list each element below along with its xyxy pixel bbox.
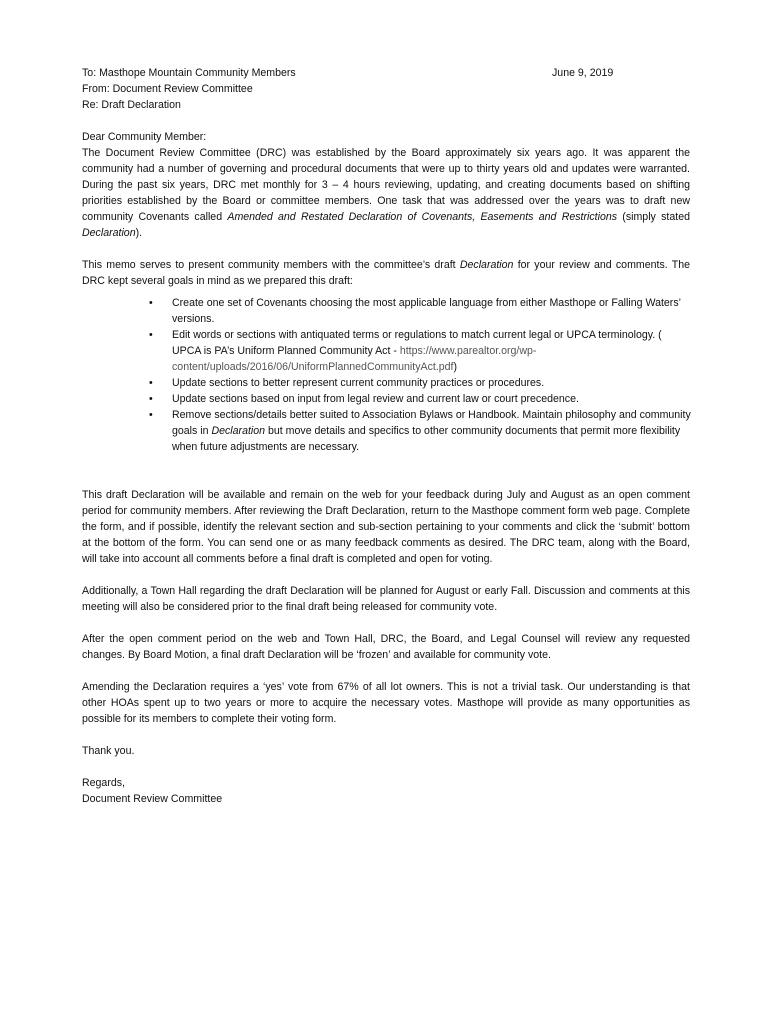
p1-text-a: The Document Review Committee (DRC) was established by the Board approximately six years ago. It was apparent the community had a number of governing and procedural documents that were up to thirty years old and updates were warranted. During the past six years, DRC met monthly for 3 – 4 hours reviewing, updating, and creating documents based on shifting priorities established by the Board or committee members. One task that was addressed over the years was to draft new community Covenants called — [82, 147, 690, 223]
list-item — [149, 375, 692, 391]
goals-list — [82, 295, 692, 455]
p2-text-b: for your review and comments. The DRC kept several goals in mind as we prepared this draft: — [82, 259, 690, 287]
paragraph-review: After the open comment period on the web and Town Hall, DRC, the Board, and Legal Counsel will review any requested changes. By Board Motion, a final draft Declaration will be ‘frozen’ and available for community vote. — [82, 633, 690, 661]
paragraph-feedback: This draft Declaration will be available and remain on the web for your feedback during July and August as an open comment period for community members. After reviewing the Draft Declaration, return to the Masthope comment form web page. Complete the form, and if possible, identify the relevant section and sub-section pertaining to your comments and click the ‘submit’ bottom at the bottom of the form. You can send one or as many feedback comments as desired. The DRC team, along with the Board, will take into account all comments before a final draft is completed and open for voting. — [82, 489, 690, 565]
bullet-icon: • — [149, 409, 153, 421]
paragraph-town-hall: Additionally, a Town Hall regarding the draft Declaration will be planned for August or early Fall. Discussion and comments at this meeting will also be considered prior to the final draft being released for community vote. — [82, 585, 690, 613]
p2-text-a: This memo serves to present community members with the committee’s draft — [82, 259, 460, 271]
p2-italic-declaration: Declaration — [459, 259, 514, 271]
p1-text-c: ). — [135, 227, 143, 239]
bullet-icon: • — [149, 329, 153, 341]
bullet-icon: • — [149, 393, 153, 405]
goal-text: Edit words or sections with antiquated terms or regulations to match current legal or UPCA terminology. ( UPCA is PA’s Uniform Planned Community Act - — [172, 329, 662, 357]
goal-text-end: but move details and specifics to other community documents that permit more flexibility when future adjustments are necessary. — [172, 425, 681, 453]
p1-text-b: (simply stated — [617, 211, 690, 223]
thank-you: Thank you. — [82, 745, 135, 757]
section-spacer — [82, 455, 690, 487]
upca-link[interactable]: https://www.parealtor.org/wp-content/uploads/2016/06/UniformPlannedCommunityAct.pdf — [172, 345, 537, 373]
list-item — [149, 295, 692, 327]
memo-date: June 9, 2019 — [552, 67, 614, 79]
memo-header — [82, 65, 690, 113]
paragraph-purpose — [82, 257, 690, 289]
p1-italic-declaration: Declaration — [82, 227, 136, 239]
goal-text: Update sections based on input from legal review and current law or court precedence. — [172, 393, 579, 405]
goal-text: Update sections to better represent current community practices or procedures. — [172, 377, 545, 389]
memo-to: To: Masthope Mountain Community Members — [82, 67, 296, 79]
list-item — [149, 391, 692, 407]
goal-text: Create one set of Covenants choosing the most applicable language from either Masthope or Falling Waters’ versions. — [172, 297, 681, 325]
closing: Regards, — [82, 777, 125, 789]
p1-italic-title: Amended and Restated Declaration of Covenants, Easements and Restrictions — [227, 211, 618, 223]
salutation: Dear Community Member: — [82, 131, 207, 143]
paragraph-intro — [82, 145, 690, 241]
list-item — [149, 407, 692, 455]
memo-to-line — [82, 65, 690, 81]
memo-re: Re: Draft Declaration — [82, 99, 181, 111]
goal-text-end: ) — [453, 361, 458, 373]
signature: Document Review Committee — [82, 793, 223, 805]
goal-italic-declaration: Declaration — [211, 425, 266, 437]
goal-text: Remove sections/details better suited to Association Bylaws or Handbook. Maintain philosophy and community goals in — [172, 409, 691, 437]
memo-from: From: Document Review Committee — [82, 83, 253, 95]
memo-body — [82, 129, 690, 807]
list-item — [149, 327, 692, 375]
paragraph-amending: Amending the Declaration requires a ‘yes’ vote from 67% of all lot owners. This is not a trivial task. Our understanding is that other HOAs spent up to two years or more to acquire the necessary votes. Masthope will provide as many opportunities as possible for its members to complete their voting form. — [82, 681, 690, 725]
bullet-icon: • — [149, 377, 153, 389]
bullet-icon: • — [149, 297, 153, 309]
